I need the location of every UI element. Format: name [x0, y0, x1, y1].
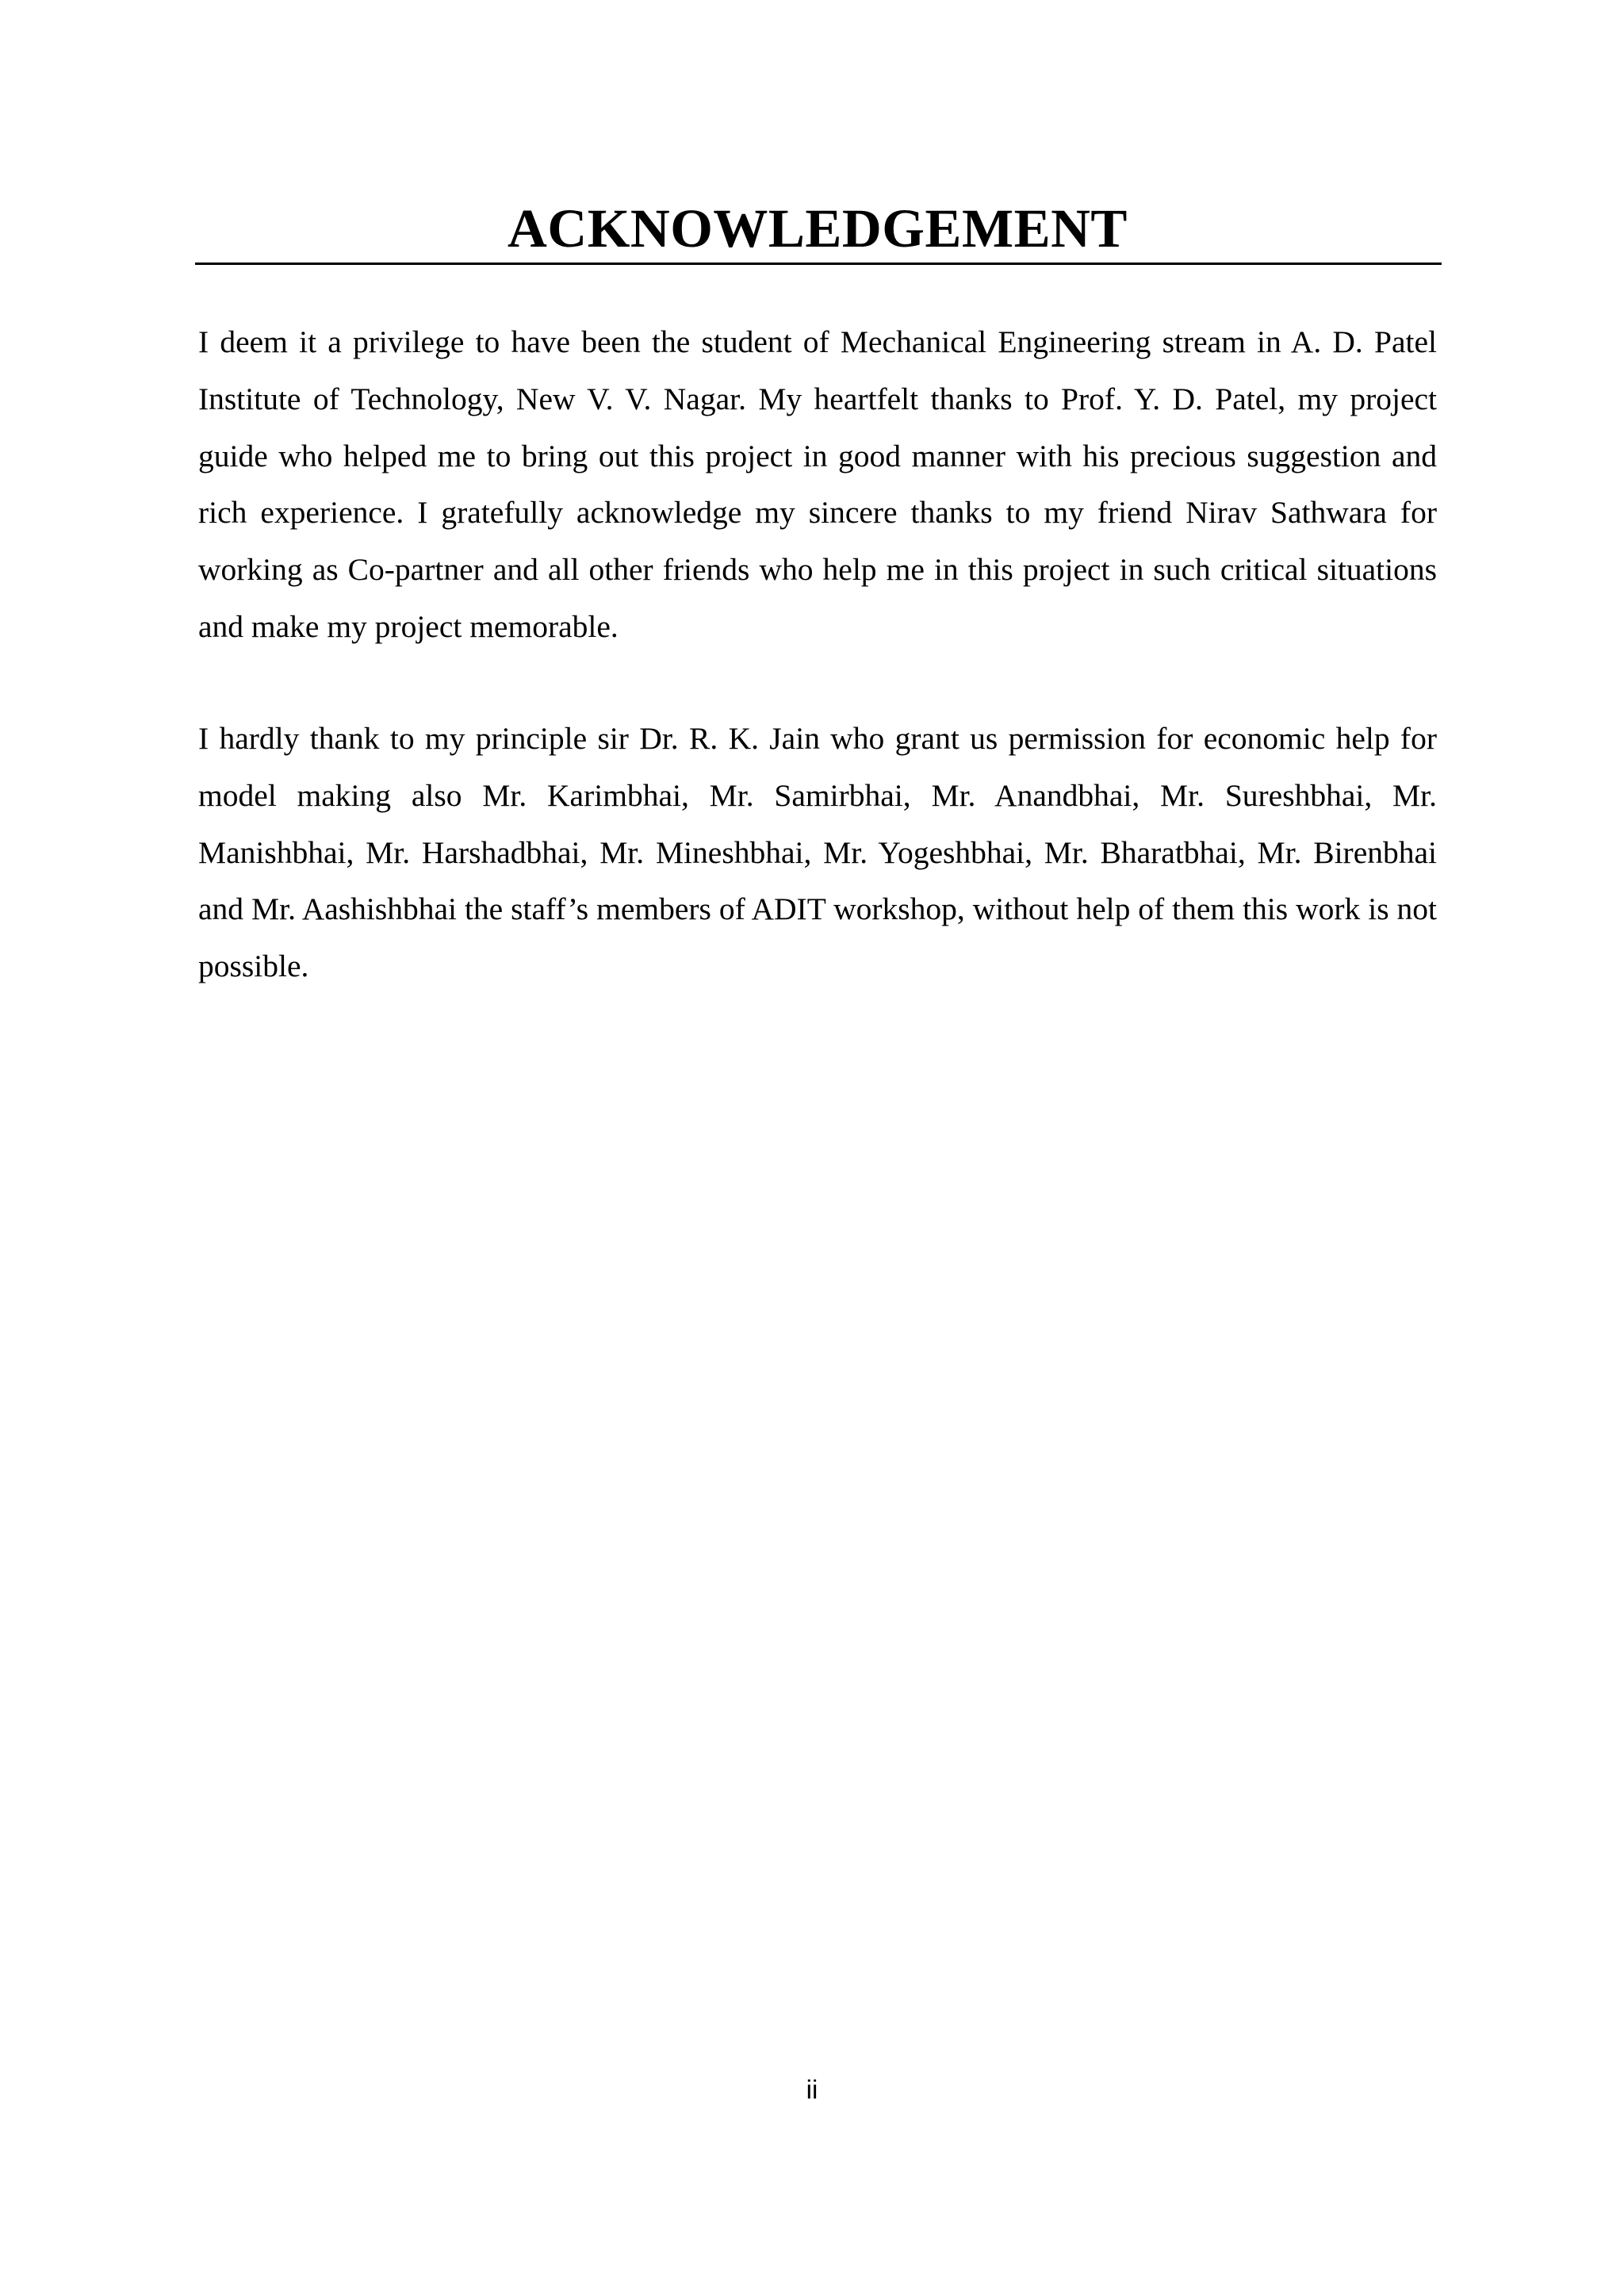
page-title: ACKNOWLEDGEMENT [508, 198, 1128, 259]
title-underline [195, 263, 1442, 265]
acknowledgement-paragraph-2: I hardly thank to my principle sir Dr. R. K. Jain who grant us permission for economic help for model making also Mr. Karimbhai, Mr. Samirbhai, Mr. Anandbhai, Mr. Sureshbhai, Mr. Manishbhai, Mr. Harshadbhai, Mr. Mineshbhai, Mr. Yogeshbhai, Mr. Bharatbhai, Mr. Birenbhai and Mr. Aashishbhai the staff’s members of ADIT workshop, without help of them this work is not possible. [198, 721, 1437, 984]
acknowledgement-paragraph-1: I deem it a privilege to have been the student of Mechanical Engineering stream in A. D. Patel Institute of Technology, New V. V. Nagar. My heartfelt thanks to Prof. Y. D. Patel, my project guide who helped me to bring out this project in good manner with his precious suggestion and rich experience. I gratefully acknowledge my sincere thanks to my friend Nirav Sathwara for working as Co-partner and all other friends who help me in this project in such critical situations and make my project memorable. [198, 324, 1437, 644]
page-number: ii [806, 2075, 818, 2104]
